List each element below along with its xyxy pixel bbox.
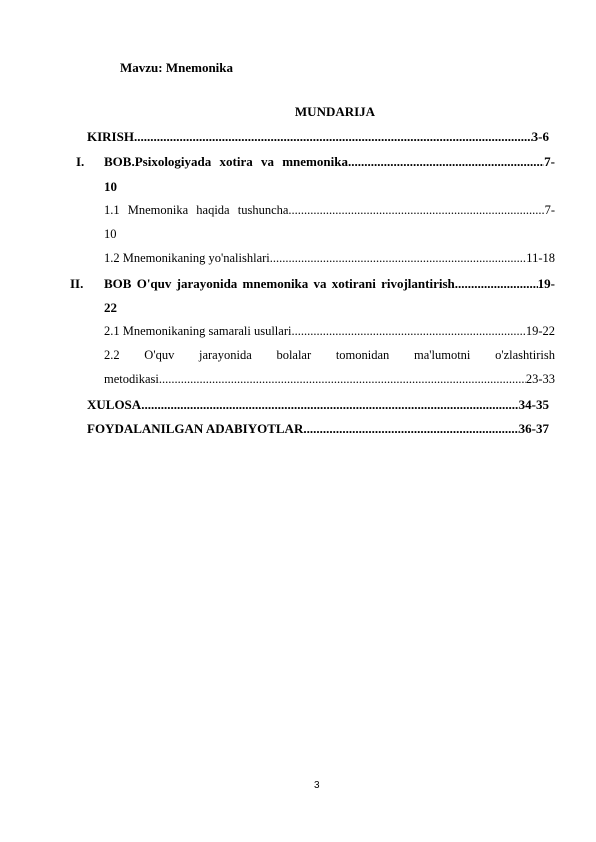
toc-word: bolalar: [276, 348, 312, 362]
toc-label: metodikasi: [104, 372, 159, 386]
toc-label: 1.2 Mnemonikaning yo'nalishlari: [104, 251, 270, 265]
toc-page: 3-6: [531, 129, 549, 144]
toc-leader: [455, 276, 538, 292]
toc-label: XULOSA: [87, 397, 142, 412]
toc-numeral-bob2: II.: [70, 276, 84, 291]
toc-leader: [270, 251, 527, 266]
toc-page: 7-: [544, 203, 555, 217]
toc-label: 1.1 Mnemonika haqida tushuncha: [104, 203, 289, 217]
toc-label: BOB O'quv jarayonida mnemonika va xotirani rivojlantirish: [104, 276, 455, 291]
toc-leader: [348, 154, 544, 170]
toc-entry-bob2[interactable]: [104, 276, 555, 292]
toc-label: 2.1 Mnemonikaning samarali usullari: [104, 324, 292, 338]
toc-page: 11-18: [526, 251, 555, 265]
toc-page: 23-33: [525, 372, 555, 386]
toc-page: 19-: [537, 276, 555, 291]
toc-label: KIRISH: [87, 129, 134, 144]
toc-word: 2.2: [104, 348, 120, 362]
toc-entry-2-2-line2[interactable]: [104, 372, 555, 387]
toc-word: tomonidan: [335, 348, 390, 362]
page-number: 3: [314, 780, 320, 791]
toc-page: 34-35: [518, 397, 549, 412]
toc-label: BOB.Psixologiyada xotira va mnemonika: [104, 154, 348, 169]
toc-label: FOYDALANILGAN ADABIYOTLAR: [87, 421, 304, 436]
toc-leader: [141, 397, 518, 413]
toc-entry-1-2[interactable]: [104, 251, 555, 266]
toc-entry-xulosa[interactable]: [87, 397, 549, 413]
toc-page: 36-37: [518, 421, 549, 436]
toc-leader: [134, 129, 532, 145]
toc-word: jarayonida: [199, 348, 252, 362]
toc-word: O'quv: [144, 348, 175, 362]
toc-entry-adabiyotlar[interactable]: [87, 421, 549, 437]
toc-leader: [159, 372, 526, 387]
toc-leader: [291, 324, 525, 339]
toc-page-continued: 10: [104, 179, 117, 194]
toc-word: o'zlashtirish: [495, 348, 555, 362]
toc-leader: [288, 203, 544, 218]
toc-page-continued: 10: [104, 227, 117, 241]
toc-entry-2-2-line1[interactable]: [104, 348, 555, 363]
toc-page: 19-22: [525, 324, 555, 338]
toc-leader: [303, 421, 518, 437]
toc-page-continued: 22: [104, 300, 117, 315]
toc-entry-2-1[interactable]: [104, 324, 555, 339]
toc-title: MUNDARIJA: [294, 104, 376, 119]
toc-page: 7-: [544, 154, 555, 169]
topic-heading: Mavzu: Mnemonika: [120, 60, 234, 75]
toc-numeral-bob1: I.: [76, 154, 85, 169]
toc-entry-1-1[interactable]: [104, 203, 555, 218]
toc-entry-bob1[interactable]: [104, 154, 555, 170]
toc-entry-kirish[interactable]: [87, 129, 549, 145]
toc-word: ma'lumotni: [413, 348, 471, 362]
